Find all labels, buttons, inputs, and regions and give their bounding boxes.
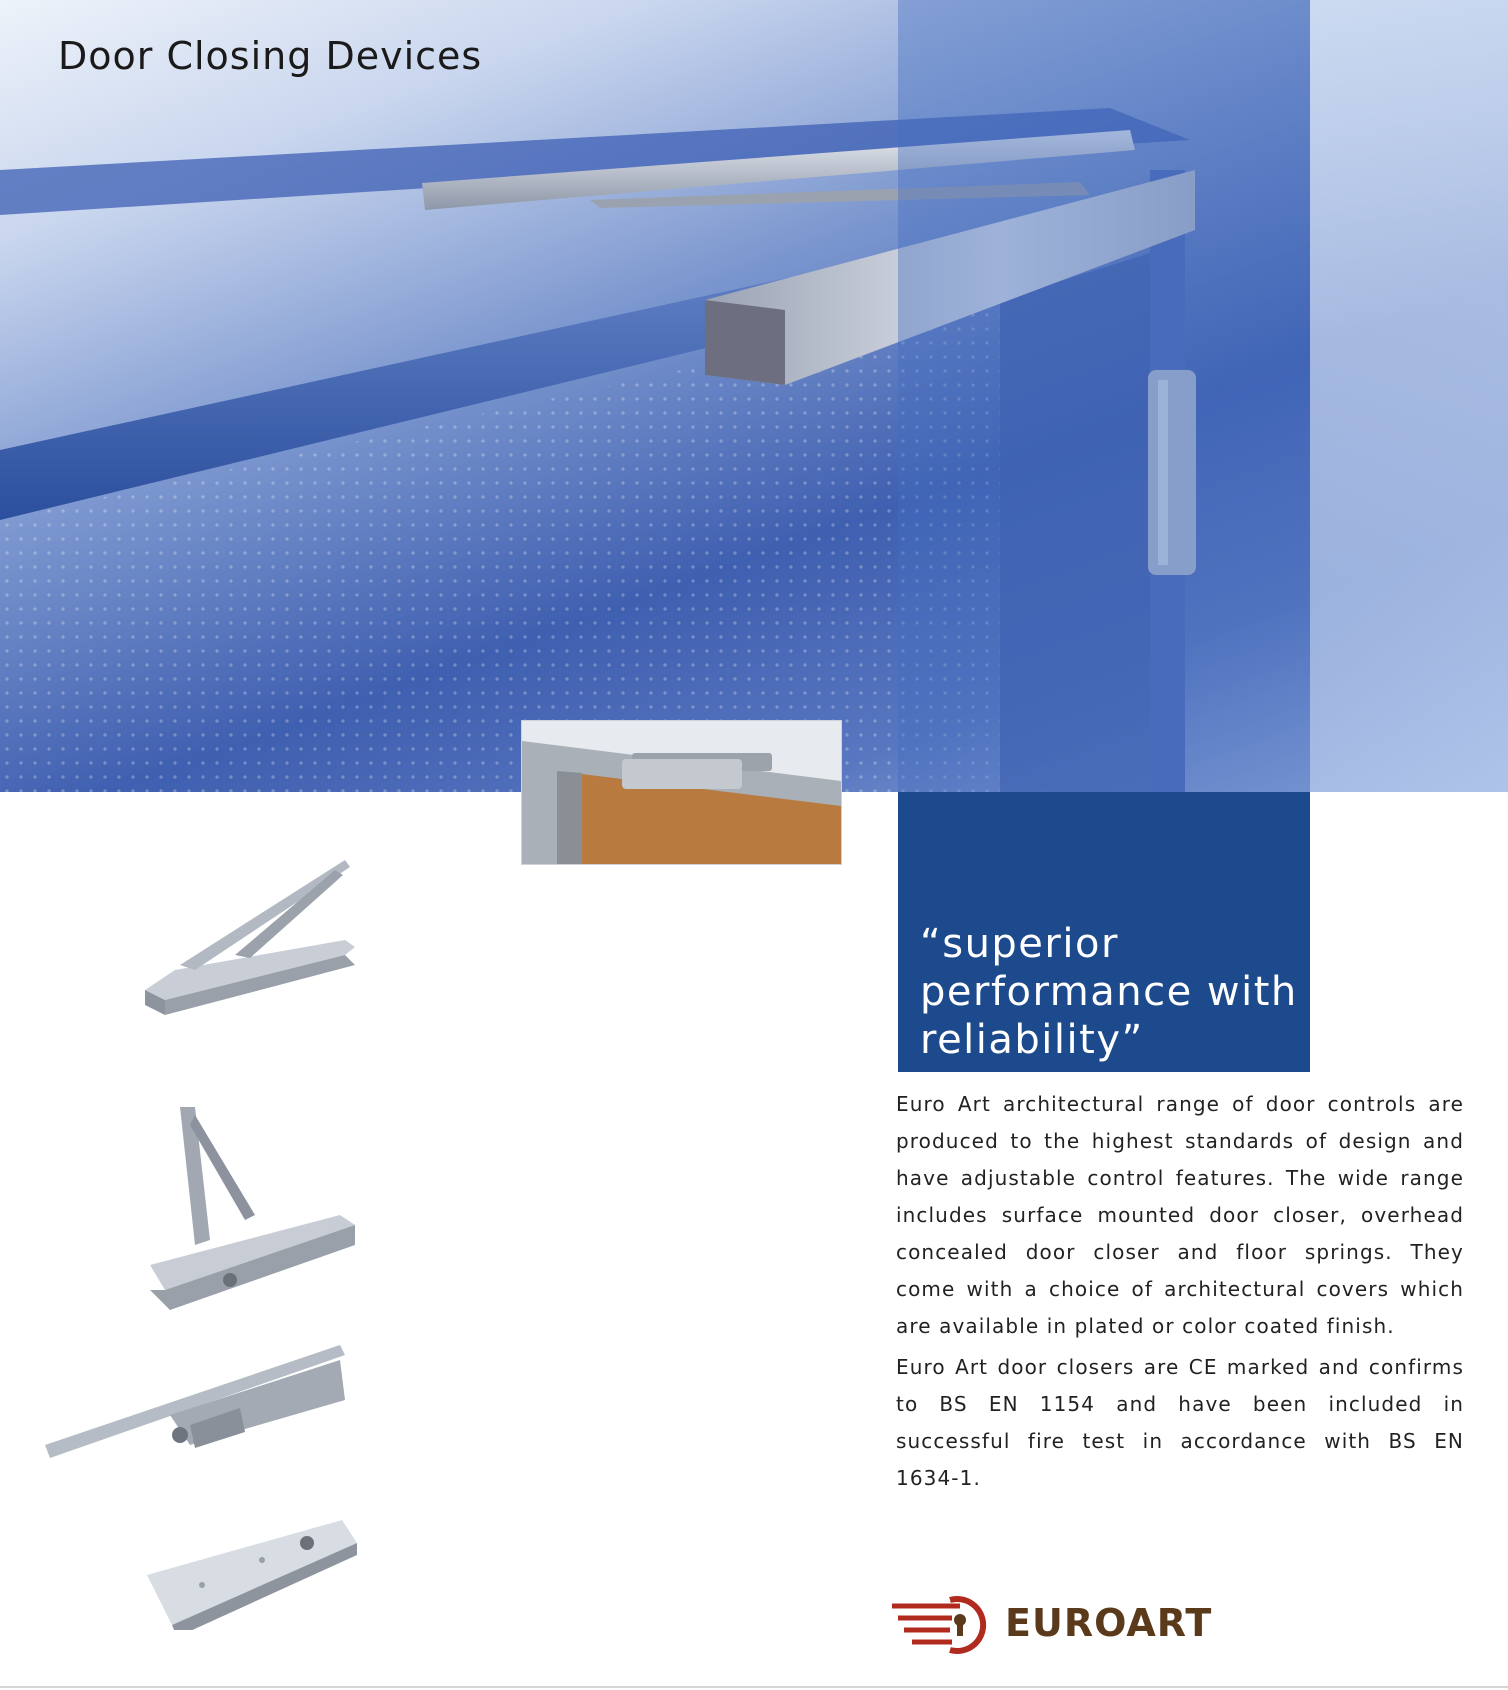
inset-photo-wooden-door [521,720,842,865]
translucent-blue-band [898,0,1310,792]
surface-closer-slide-arm-image [135,855,370,1045]
right-light-panel [1310,0,1508,792]
surface-closer-standard-arm-image [140,1095,370,1310]
floor-spring-image [142,1515,362,1630]
page-title: Door Closing Devices [58,34,483,78]
bottom-divider [0,1686,1508,1688]
description-paragraph-2: Euro Art door closers are CE marked and confirms to BS EN 1154 and have been included in successful fire test in accordance with BS EN 1634-1. [896,1355,1464,1490]
brand-wordmark: EUROART [1005,1601,1213,1645]
tagline-quote: “superior performance with reliability” [920,921,1298,1063]
description-text [896,1086,1464,1501]
description-paragraph-1: Euro Art architectural range of door controls are produced to the highest standards of design and have adjustable control features. The wide range includes surface mounted door closer, overhead concealed door closer and floor springs. They come with a choice of architectural covers which are available in plated or color coated finish. [896,1092,1464,1338]
concealed-overhead-closer-image [40,1340,350,1470]
inset-door-illustration [522,721,841,864]
